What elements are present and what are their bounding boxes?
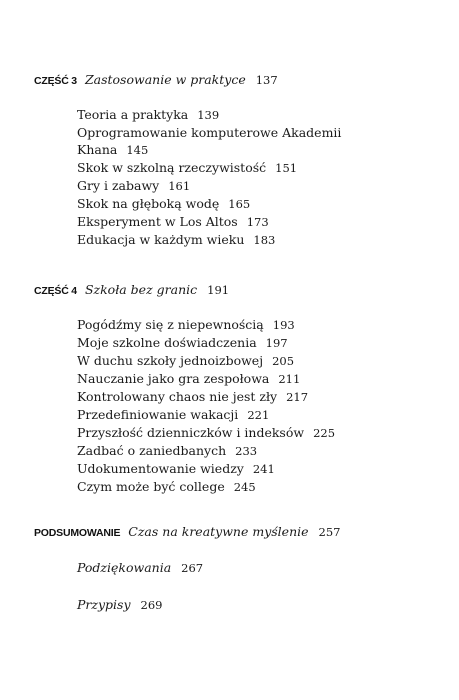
- toc-entry: Gry i zabawy 161: [77, 178, 191, 193]
- part4-label: CZĘŚĆ 4: [34, 285, 77, 297]
- toc-entry: Moje szkolne doświadczenia 197: [77, 335, 288, 350]
- toc-entry: Edukacja w każdym wieku 183: [77, 232, 276, 247]
- toc-entry: W duchu szkoły jednoizbowej 205: [77, 353, 295, 368]
- toc-entry: Pogódźmy się z niepewnością 193: [77, 317, 295, 332]
- part3-entries: [77, 106, 341, 249]
- toc-entry: Eksperyment w Los Altos 173: [77, 214, 269, 229]
- toc-entry: Skok na głęboką wodę 165: [77, 196, 251, 211]
- part4-page: 191: [207, 283, 230, 297]
- toc-entry: Udokumentowanie wiedzy 241: [77, 461, 275, 476]
- part4-heading: [34, 282, 229, 297]
- toc-entry: Teoria a praktyka 139: [77, 107, 220, 122]
- toc-entry: Kontrolowany chaos nie jest zły 217: [77, 389, 309, 404]
- part4-title: Szkoła bez granic: [84, 282, 198, 297]
- part4-entries: [77, 316, 335, 496]
- part3-page: 137: [255, 73, 278, 87]
- notes-entry: [77, 597, 162, 612]
- toc-entry: Khana 145: [77, 142, 149, 157]
- summary-heading: [34, 524, 340, 539]
- summary-page: 257: [318, 525, 341, 539]
- toc-entry: Czym może być college 245: [77, 479, 256, 494]
- part3-title: Zastosowanie w praktyce: [84, 72, 246, 87]
- toc-entry: Skok w szkolną rzeczywistość 151: [77, 160, 298, 175]
- toc-entry: Oprogramowanie komputerowe Akademii: [77, 125, 342, 140]
- summary-title: Czas na kreatywne myślenie: [128, 524, 309, 539]
- toc-entry: Przedefiniowanie wakacji 221: [77, 407, 270, 422]
- part3-heading: [34, 72, 278, 87]
- acknowledgements-entry: [77, 560, 203, 575]
- part3-label: CZĘŚĆ 3: [34, 75, 77, 87]
- toc-entry: Nauczanie jako gra zespołowa 211: [77, 371, 301, 386]
- notes-title: Przypisy: [77, 597, 131, 612]
- summary-label: PODSUMOWANIE: [34, 527, 121, 539]
- toc-entry: Przyszłość dzienniczków i indeksów 225: [77, 425, 336, 440]
- acknowledgements-title: Podziękowania: [77, 560, 172, 575]
- acknowledgements-page: 267: [181, 561, 204, 575]
- notes-page: 269: [140, 598, 163, 612]
- toc-entry: Zadbać o zaniedbanych 233: [77, 443, 258, 458]
